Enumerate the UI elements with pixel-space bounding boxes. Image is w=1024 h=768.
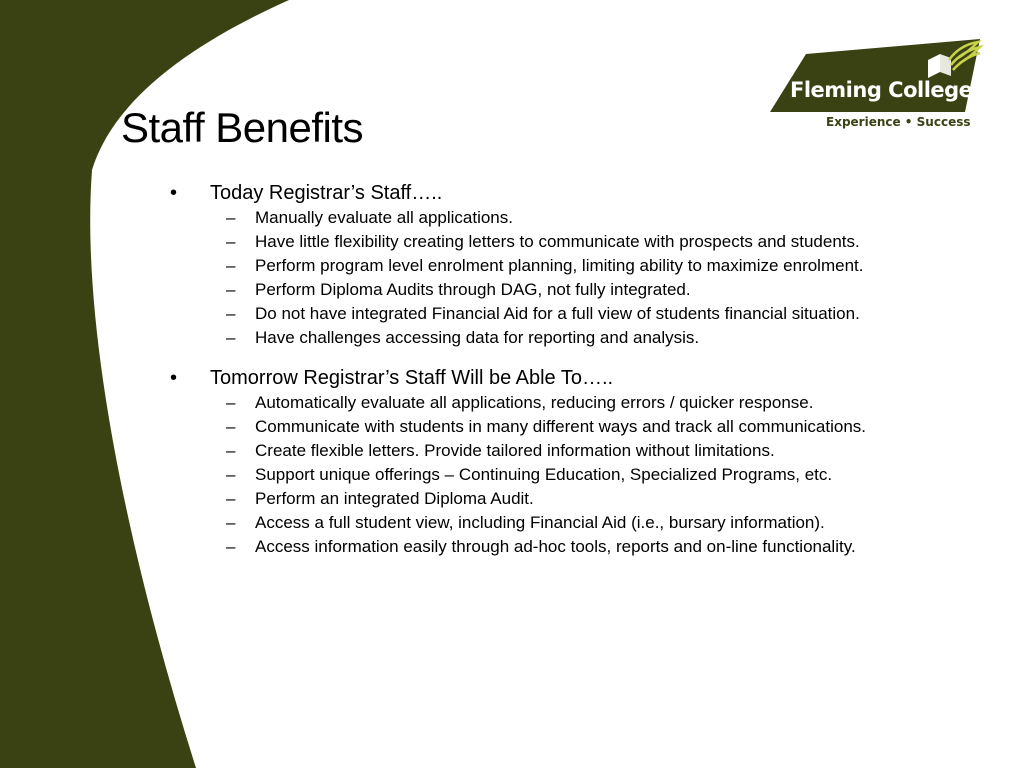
list-item xyxy=(226,415,1010,439)
logo-tagline: Experience • Success xyxy=(826,115,971,129)
dash-icon: – xyxy=(226,280,236,299)
dash-icon: – xyxy=(226,304,236,323)
dash-icon: – xyxy=(226,489,236,508)
dash-icon: – xyxy=(226,537,236,556)
section-heading-text: Tomorrow Registrar’s Staff Will be Able To….. xyxy=(210,367,614,389)
list-item-text: Perform an integrated Diploma Audit. xyxy=(255,489,534,508)
dash-icon: – xyxy=(226,513,236,532)
list-item-text: Manually evaluate all applications. xyxy=(255,208,513,227)
dash-icon: – xyxy=(226,208,236,227)
slide-title: Staff Benefits xyxy=(121,104,364,151)
dash-icon: – xyxy=(226,441,236,460)
list-item xyxy=(226,439,1010,463)
section-tomorrow xyxy=(170,365,1010,559)
list-item-text: Create flexible letters. Provide tailored information without limitations. xyxy=(255,441,775,460)
list-item-text: Automatically evaluate all applications, reducing errors / quicker response. xyxy=(255,393,814,412)
list-item-text: Have challenges accessing data for reporting and analysis. xyxy=(255,328,700,347)
list-item-text: Perform program level enrolment planning, limiting ability to maximize enrolment. xyxy=(255,256,864,275)
list-item xyxy=(226,535,1010,559)
list-item xyxy=(226,511,1010,535)
list-item-text: Support unique offerings – Continuing Education, Specialized Programs, etc. xyxy=(255,465,833,484)
list-item xyxy=(226,254,1010,278)
section-today xyxy=(170,180,1010,350)
list-item xyxy=(226,487,1010,511)
dash-icon: – xyxy=(226,256,236,275)
list-item-text: Access a full student view, including Financial Aid (i.e., bursary information). xyxy=(255,513,825,532)
list-item-text: Communicate with students in many different ways and track all communications. xyxy=(255,417,867,436)
list-item xyxy=(226,206,1010,230)
list-item xyxy=(226,463,1010,487)
bullet-icon: • xyxy=(170,367,178,389)
fleming-college-logo xyxy=(768,36,984,132)
list-item xyxy=(226,326,1010,350)
logo-name: Fleming College xyxy=(790,78,973,102)
dash-icon: – xyxy=(226,417,236,436)
section-heading xyxy=(170,180,1010,206)
sub-list xyxy=(170,206,1010,350)
list-item-text: Perform Diploma Audits through DAG, not fully integrated. xyxy=(255,280,691,299)
dash-icon: – xyxy=(226,328,236,347)
list-item-text: Do not have integrated Financial Aid for a full view of students financial situation. xyxy=(255,304,860,323)
section-heading xyxy=(170,365,1010,391)
sub-list xyxy=(170,391,1010,559)
section-heading-text: Today Registrar’s Staff….. xyxy=(210,182,443,204)
bullet-icon: • xyxy=(170,182,178,204)
dash-icon: – xyxy=(226,393,236,412)
slide-content xyxy=(170,180,1010,574)
list-item xyxy=(226,391,1010,415)
list-item xyxy=(226,278,1010,302)
dash-icon: – xyxy=(226,232,236,251)
list-item xyxy=(226,302,1010,326)
list-item xyxy=(226,230,1010,254)
list-item-text: Have little flexibility creating letters to communicate with prospects and students. xyxy=(255,232,860,251)
list-item-text: Access information easily through ad-hoc tools, reports and on-line functionality. xyxy=(255,537,856,556)
dash-icon: – xyxy=(226,465,236,484)
